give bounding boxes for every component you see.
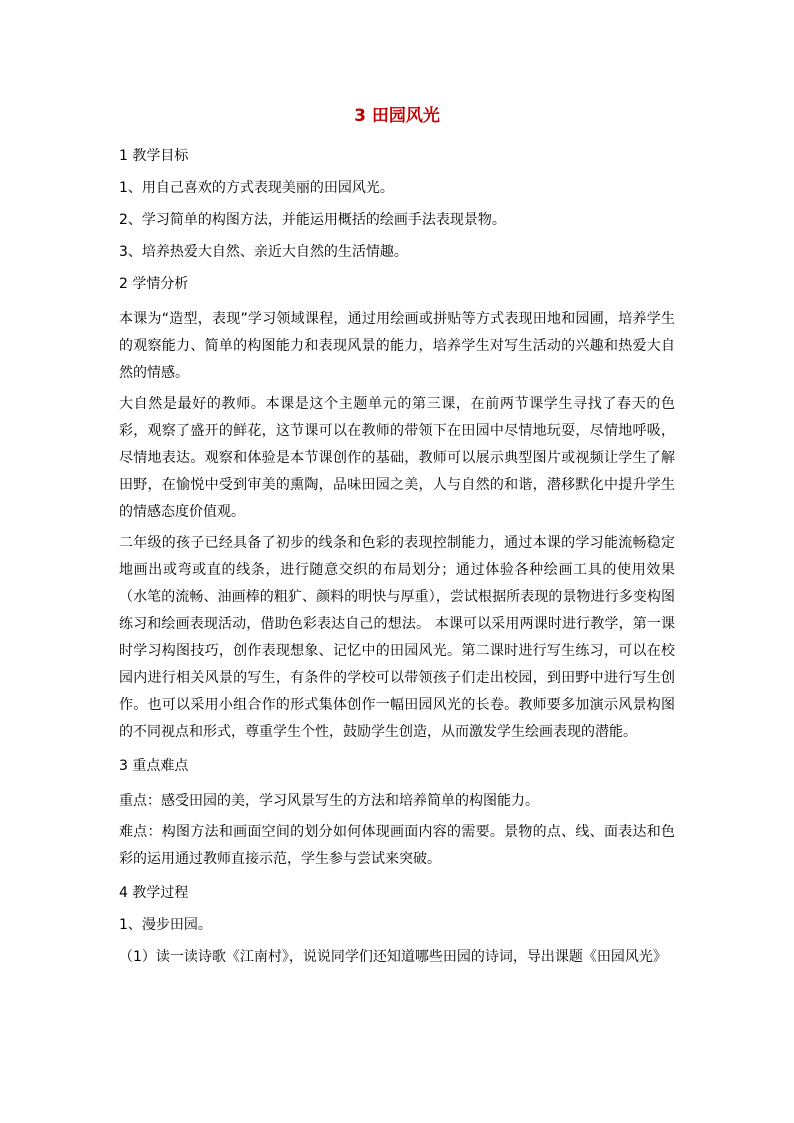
- objective-item: 1、用自己喜欢的方式表现美丽的田园风光。: [119, 180, 394, 196]
- process-item: （1）读一读诗歌《江南村》，说说同学们还知道哪些田园的诗词，导出课题《田园风光》: [119, 949, 667, 965]
- section-heading-objectives: 1 教学目标: [119, 148, 189, 164]
- page-title: 3 田园风光: [354, 106, 440, 126]
- objective-item: 3、培养热爱大自然、亲近大自然的生活情趣。: [119, 244, 408, 260]
- process-item: 1、漫步田园。: [119, 917, 212, 933]
- section-heading-key-points: 3 重点难点: [119, 758, 189, 774]
- analysis-paragraph: 二年级的孩子已经具备了初步的线条和色彩的表现控制能力，通过本课的学习能流畅稳定地画出或弯或直的线条，进行随意交织的布局划分；通过体验各种绘画工具的使用效果（水笔的流畅、油画棒的粗犷、颜料的明快与厚重），尝试根据所表现的景物进行多变构图练习和绘画表现活动，借助色彩表达自己的想法。 本课可以采用两课时进行教学，第一课时学习构图技巧，创作表现想象、记忆中的田园风光。第二课时进行写生练习，可以在校园内进行相关风景的写生，有条件的学校可以带领孩子们走出校园，到田野中进行写生创作。也可以采用小组合作的形式集体创作一幅田园风光的长卷。教师要多加演示风景构图的不同视点和形式，尊重学生个性，鼓励学生创造，从而激发学生绘画表现的潜能。: [119, 535, 675, 740]
- analysis-paragraph: 本课为“造型，表现”学习领域课程，通过用绘画或拼贴等方式表现田地和园圃，培养学生的观察能力、简单的构图能力和表现风景的能力，培养学生对写生活动的兴趣和热爱大自然的情感。: [119, 311, 675, 381]
- objective-item: 2、学习简单的构图方法，并能运用概括的绘画手法表现景物。: [119, 212, 506, 228]
- document-body: [119, 146, 675, 979]
- section-heading-process: 4 教学过程: [119, 885, 189, 901]
- key-point-paragraph: 重点：感受田园的美，学习风景写生的方法和培养简单的构图能力。: [119, 793, 539, 809]
- analysis-paragraph: 大自然是最好的教师。本课是这个主题单元的第三课，在前两节课学生寻找了春天的色彩，观察了盛开的鲜花，这节课可以在教师的带领下在田园中尽情地玩耍，尽情地呼吸，尽情地表达。观察和体验是本节课创作的基础，教师可以展示典型图片或视频让学生了解田野，在愉悦中受到审美的熏陶，品味田园之美，人与自然的和谐，潜移默化中提升学生的情感态度价值观。: [119, 396, 675, 520]
- difficulty-paragraph: 难点：构图方法和画面空间的划分如何体现画面内容的需要。景物的点、线、面表达和色彩的运用通过教师直接示范，学生参与尝试来突破。: [119, 824, 675, 867]
- section-heading-analysis: 2 学情分析: [119, 276, 189, 292]
